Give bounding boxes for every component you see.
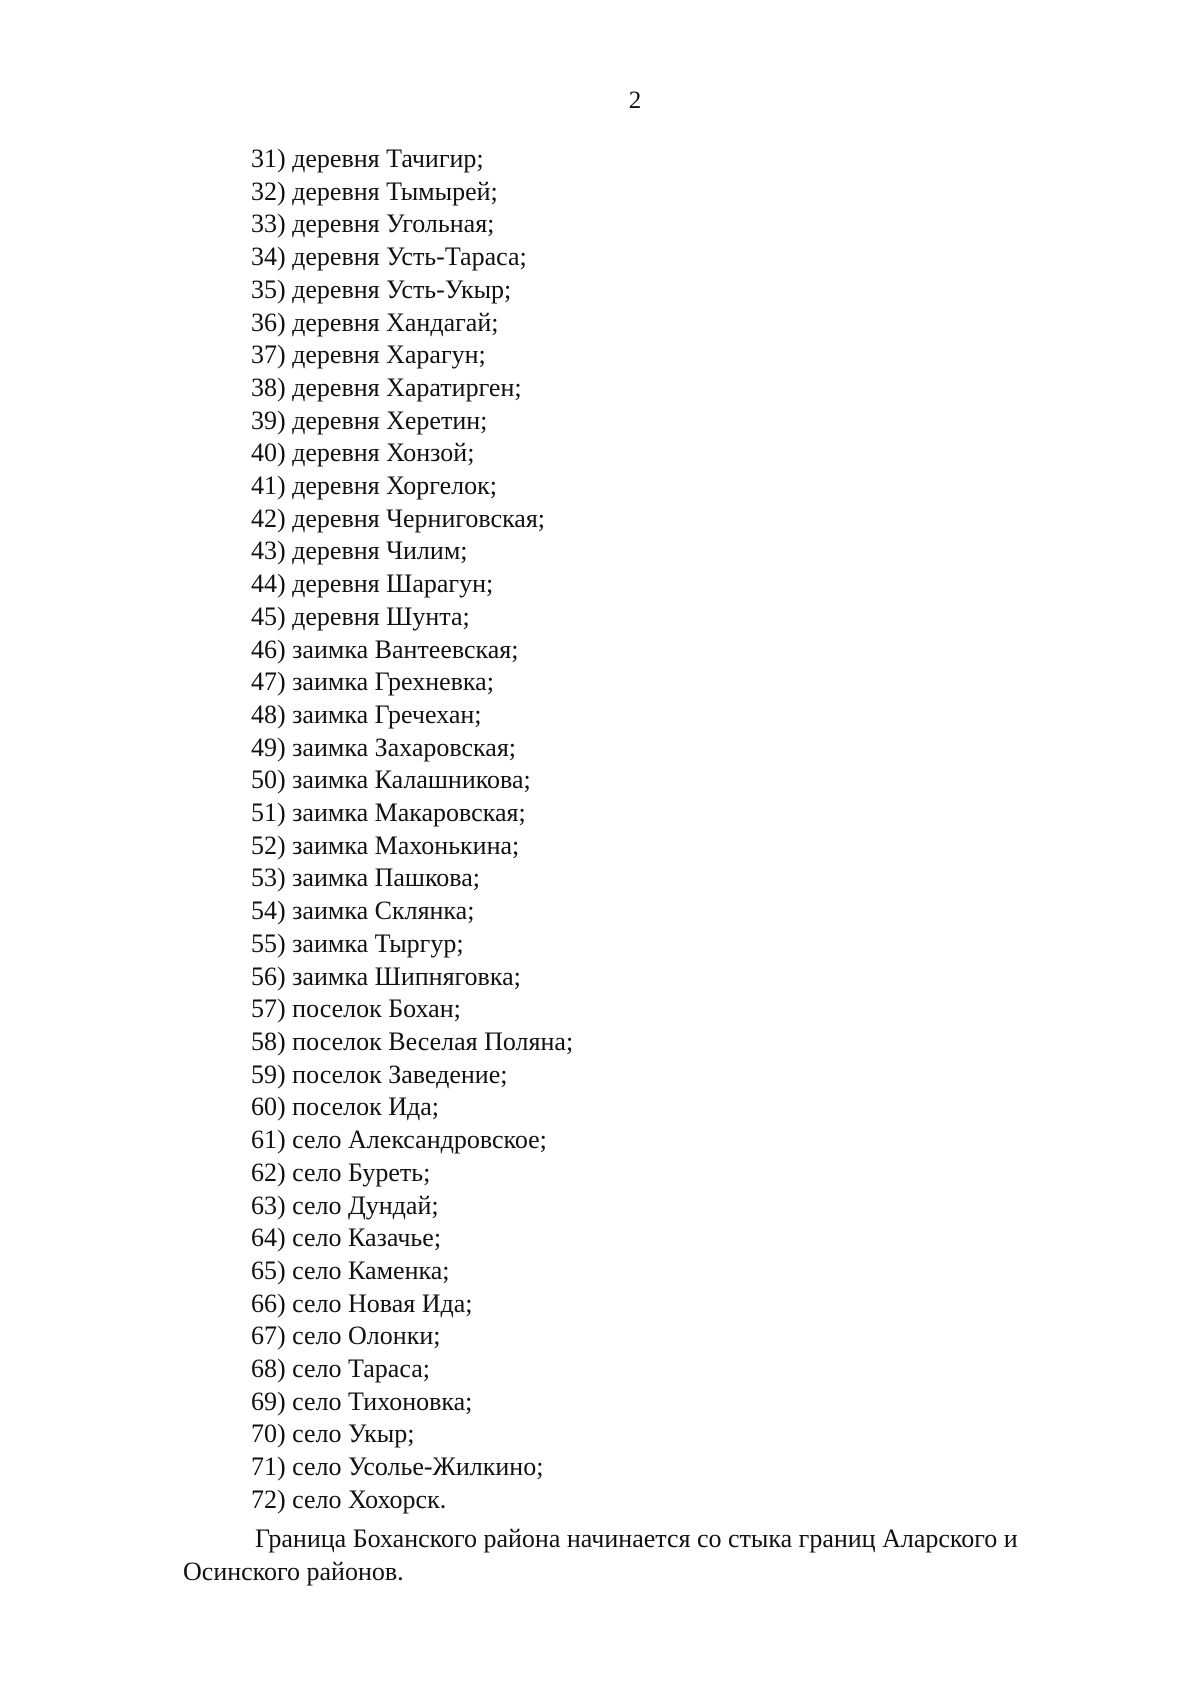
list-item: 68) село Тараса; <box>251 1354 430 1384</box>
list-item: 31) деревня Тачигир; <box>251 144 484 173</box>
list-item: 59) поселок Заведение; <box>251 1059 508 1089</box>
list-item: 37) деревня Харагун; <box>251 340 486 370</box>
list-item: 49) заимка Захаровская; <box>251 732 517 762</box>
page-number: 2 <box>628 87 642 114</box>
list-item: 35) деревня Усть-Укыр; <box>251 274 512 304</box>
list-item: 62) село Буреть; <box>251 1157 431 1187</box>
list-item: 40) деревня Хонзой; <box>251 438 475 468</box>
list-item: 50) заимка Калашникова; <box>251 765 531 795</box>
list-item: 63) село Дундай; <box>251 1190 439 1220</box>
list-item: 33) деревня Угольная; <box>251 209 495 239</box>
list-item: 65) село Каменка; <box>251 1255 450 1285</box>
list-item: 64) село Казачье; <box>251 1223 442 1253</box>
list-item: 61) село Александровское; <box>251 1125 547 1155</box>
list-item: 69) село Тихоновка; <box>251 1386 473 1416</box>
list-item: 44) деревня Шарагун; <box>251 569 494 599</box>
list-item: 47) заимка Грехневка; <box>251 667 494 697</box>
list-item: 52) заимка Махонькина; <box>251 830 520 860</box>
list-item: 45) деревня Шунта; <box>251 601 470 631</box>
list-item: 39) деревня Херетин; <box>251 405 488 435</box>
list-item: 66) село Новая Ида; <box>251 1288 473 1318</box>
list-item: 43) деревня Чилим; <box>251 536 468 566</box>
list-item: 41) деревня Хоргелок; <box>251 471 497 501</box>
list-item: 70) село Укыр; <box>251 1419 415 1449</box>
list-item: 53) заимка Пашкова; <box>251 863 480 893</box>
list-item: 58) поселок Веселая Поляна; <box>251 1026 574 1056</box>
list-item: 38) деревня Харатирген; <box>251 372 522 402</box>
list-item: 72) село Хохорск. <box>251 1484 447 1514</box>
list-item: 42) деревня Черниговская; <box>251 503 546 533</box>
list-item: 48) заимка Гречехан; <box>251 699 482 729</box>
list-item: 51) заимка Макаровская; <box>251 798 526 828</box>
list-item: 54) заимка Склянка; <box>251 896 475 926</box>
settlement-list <box>251 143 573 1517</box>
list-item: 67) село Олонки; <box>251 1321 441 1351</box>
list-item: 34) деревня Усть-Тараса; <box>251 242 527 272</box>
list-item: 46) заимка Вантеевская; <box>251 634 519 664</box>
list-item: 60) поселок Ида; <box>251 1092 439 1122</box>
list-item: 36) деревня Хандагай; <box>251 307 499 337</box>
list-item: 57) поселок Бохан; <box>251 994 461 1024</box>
boundary-paragraph: Граница Боханского района начинается со стыка границ Аларского и Осинского районов. <box>183 1524 1018 1586</box>
list-item: 56) заимка Шипняговка; <box>251 961 521 991</box>
list-item: 32) деревня Тымырей; <box>251 176 498 206</box>
list-item: 55) заимка Тыргур; <box>251 928 464 958</box>
list-item: 71) село Усолье-Жилкино; <box>251 1452 544 1482</box>
